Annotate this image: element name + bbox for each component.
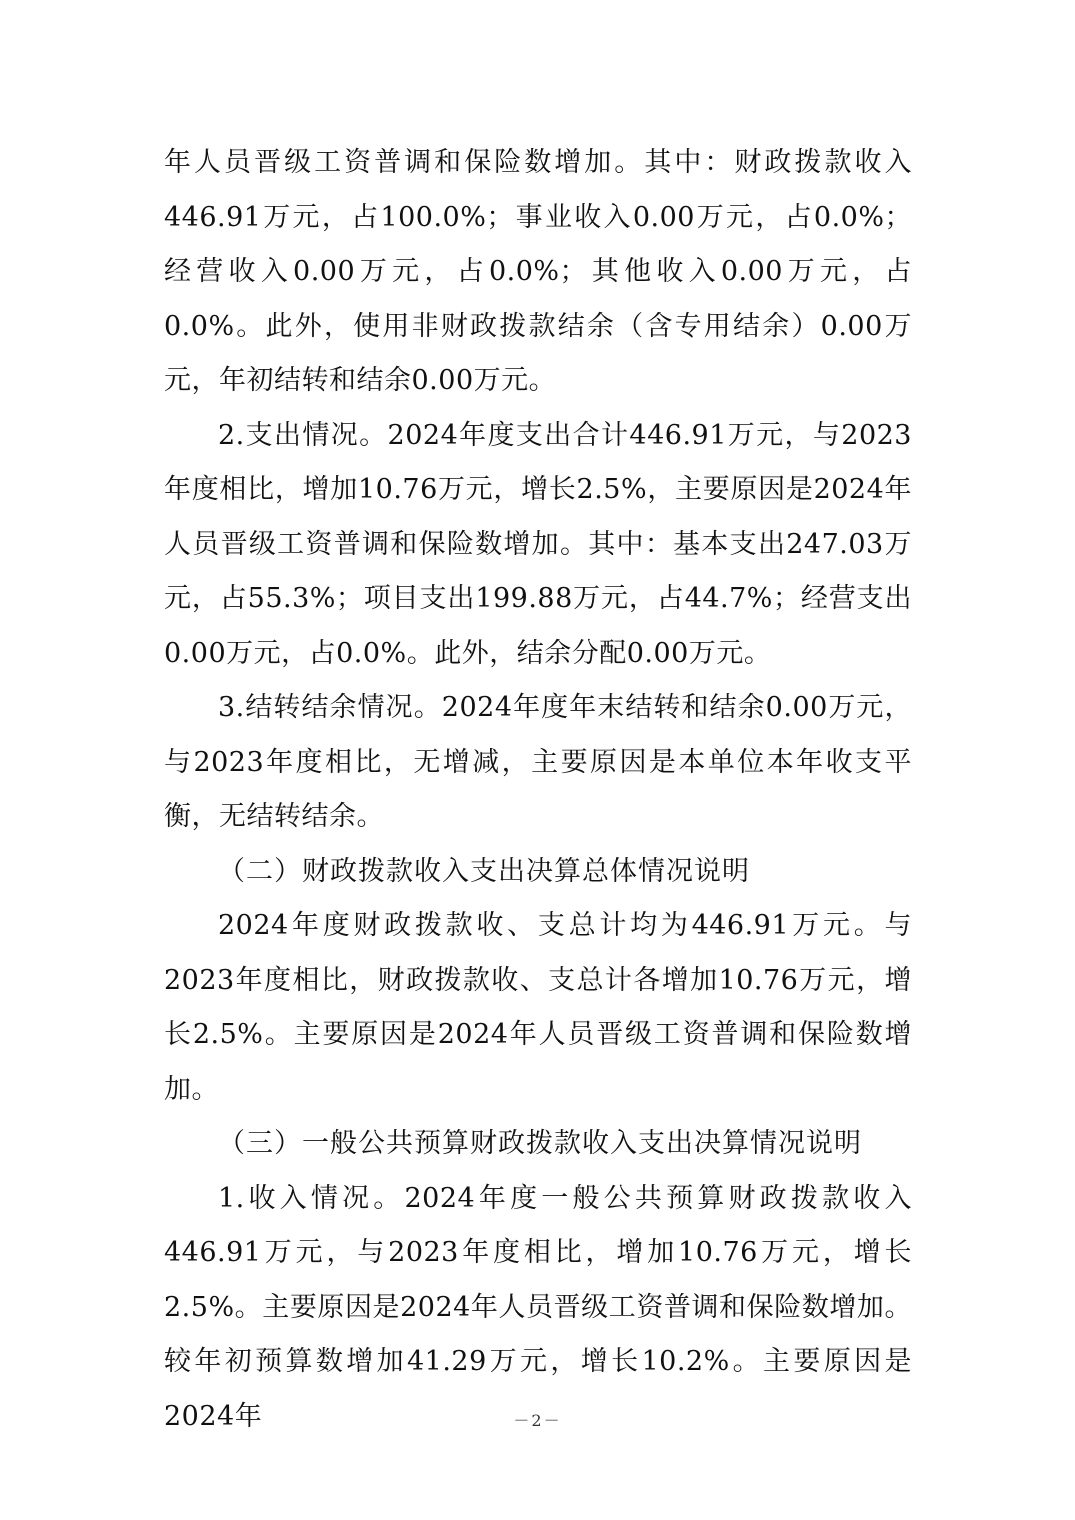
paragraph-fiscal-overview: 2024年度财政拨款收、支总计均为446.91万元。与2023年度相比，财政拨款收、支总计各增加10.76万元，增长2.5%。主要原因是2024年人员晋级工资普调和保险数增加。 bbox=[164, 910, 912, 1105]
paragraph-carryover: 3.结转结余情况。2024年度年末结转和结余0.00万元，与2023年度相比，无增减，主要原因是本单位本年收支平衡，无结转结余。 bbox=[164, 692, 912, 832]
paragraph-expenditure: 2.支出情况。2024年度支出合计446.91万元，与2023年度相比，增加10.76万元，增长2.5%，主要原因是2024年人员晋级工资普调和保险数增加。其中：基本支出247.03万元，占55.3%；项目支出199.88万元，占44.7%；经营支出0.00万元，占0.0%。此外，结余分配0.00万元。 bbox=[164, 419, 912, 669]
paragraph-income-continuation: 年人员晋级工资普调和保险数增加。其中：财政拨款收入446.91万元，占100.0%；事业收入0.00万元，占0.0%；经营收入0.00万元，占0.0%；其他收入0.00万元，占0.0%。此外，使用非财政拨款结余（含专用结余）0.00万元，年初结转和结余0.00万元。 bbox=[164, 147, 912, 396]
paragraph-general-budget-income: 1.收入情况。2024年度一般公共预算财政拨款收入446.91万元，与2023年度相比，增加10.76万元，增长2.5%。主要原因是2024年人员晋级工资普调和保险数增加。较年初预算数增加41.29万元，增长10.2%。主要原因是2024年 bbox=[164, 1182, 912, 1432]
page-number: －2－ bbox=[513, 1411, 562, 1430]
section-heading-fiscal-overview: （二）财政拨款收入支出决算总体情况说明 bbox=[218, 855, 750, 887]
section-heading-general-budget: （三）一般公共预算财政拨款收入支出决算情况说明 bbox=[218, 1128, 862, 1159]
document-body bbox=[164, 136, 912, 1444]
